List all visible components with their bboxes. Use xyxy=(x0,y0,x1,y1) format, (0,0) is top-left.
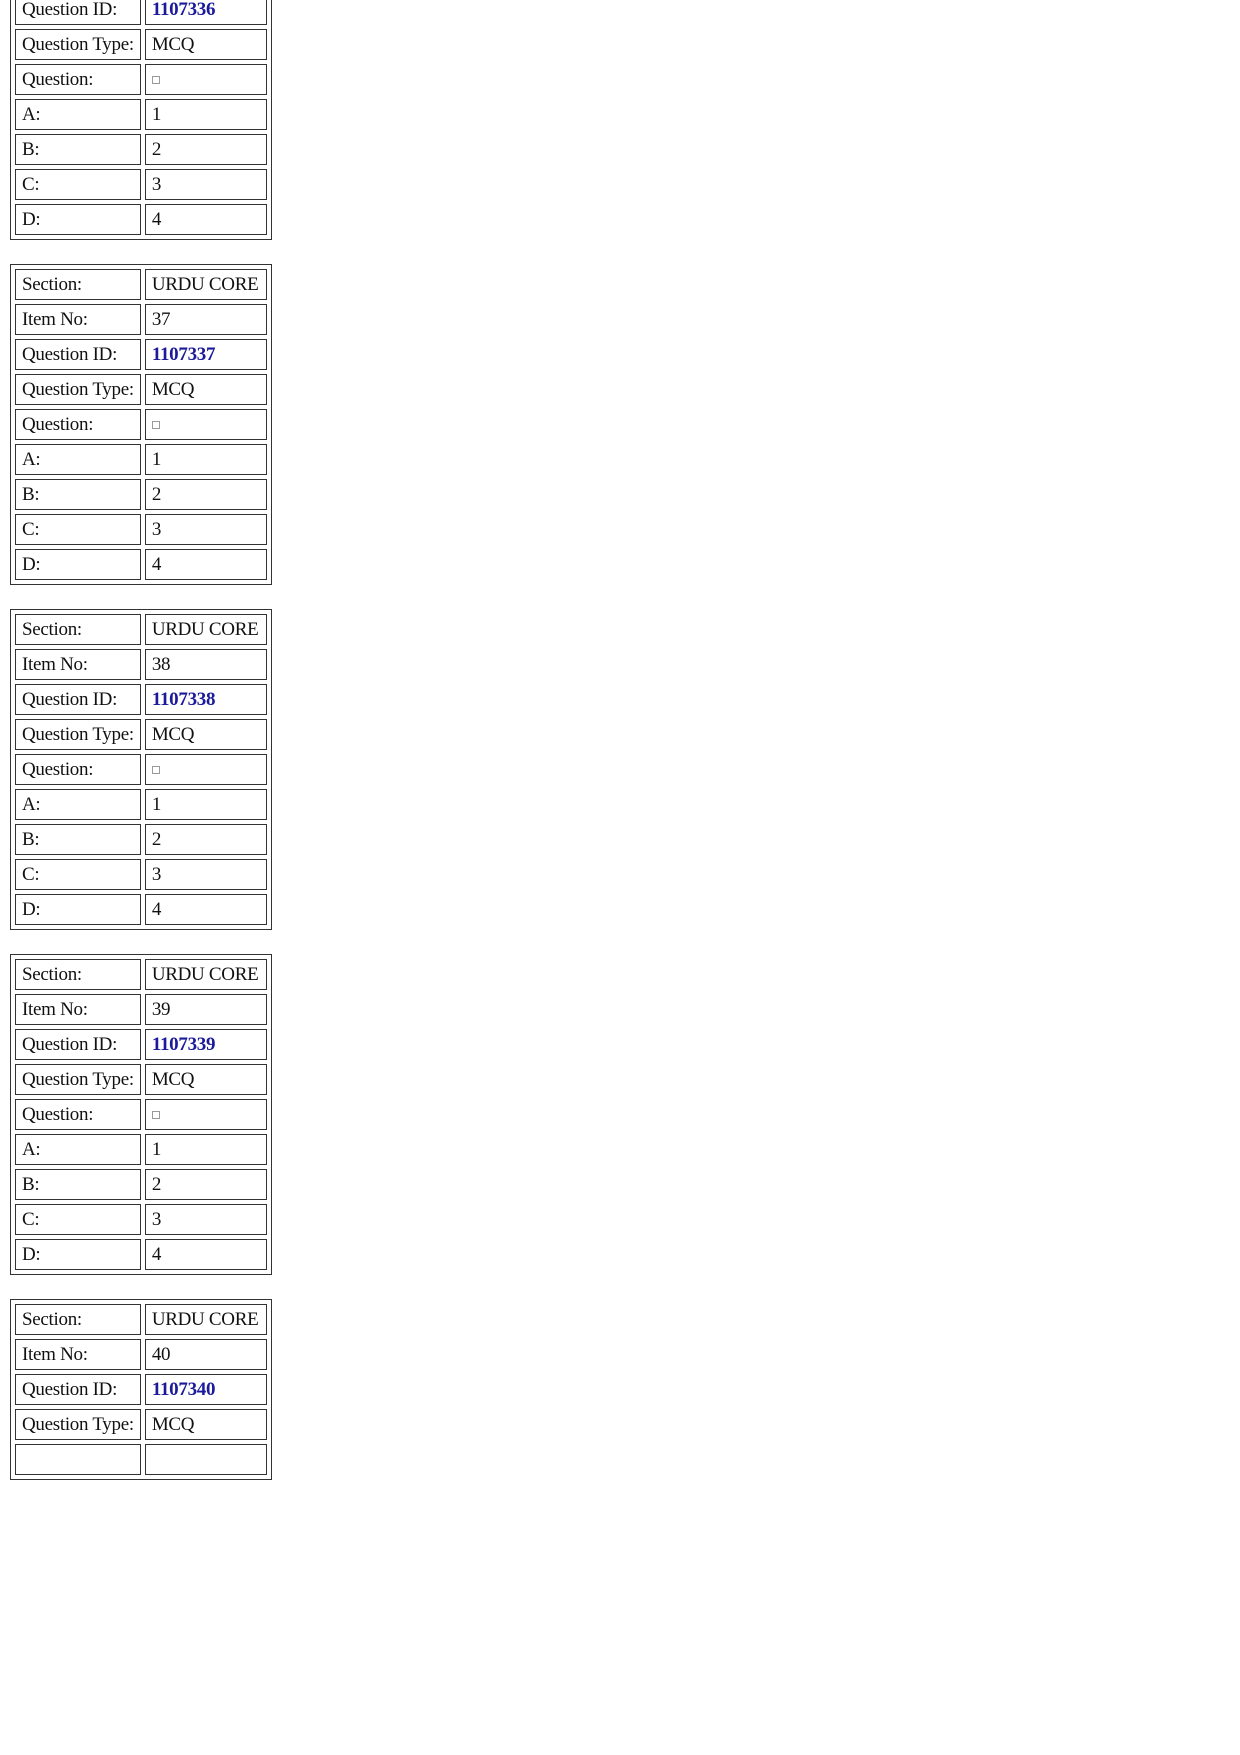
question-value xyxy=(145,64,267,95)
option-a-value: 1 xyxy=(145,99,267,130)
option-a-value: 1 xyxy=(145,789,267,820)
question-value xyxy=(145,754,267,785)
question-label: Question: xyxy=(15,64,141,95)
row-question-id xyxy=(15,684,267,715)
question-id-label: Question ID: xyxy=(15,339,141,370)
row-question-id xyxy=(15,1029,267,1060)
question-id-link[interactable]: 1107340 xyxy=(151,1378,216,1400)
option-a-value: 1 xyxy=(145,1134,267,1165)
option-b-value: 2 xyxy=(145,1169,267,1200)
row-option-c xyxy=(15,1204,267,1235)
row-question xyxy=(15,754,267,785)
question-type-value: MCQ xyxy=(145,1409,267,1440)
row-option-d xyxy=(15,204,267,235)
option-c-label: C: xyxy=(15,169,141,200)
question-id-link[interactable]: 1107336 xyxy=(151,0,216,20)
option-d-label: D: xyxy=(15,204,141,235)
row-option-a xyxy=(15,1134,267,1165)
option-c-value: 3 xyxy=(145,859,267,890)
option-b-label: B: xyxy=(15,479,141,510)
question-value xyxy=(145,409,267,440)
question-type-value: MCQ xyxy=(145,719,267,750)
question-id-link[interactable]: 1107339 xyxy=(151,1033,216,1055)
option-d-label: D: xyxy=(15,1239,141,1270)
question-table-1107340 xyxy=(10,1299,272,1480)
question-id-value xyxy=(145,1029,267,1060)
question-id-link[interactable]: 1107337 xyxy=(151,343,216,365)
section-value: URDU CORE xyxy=(145,614,267,645)
missing-glyph-icon xyxy=(152,1111,160,1119)
question-label-cut xyxy=(15,1444,141,1475)
missing-glyph-icon xyxy=(152,76,160,84)
option-d-value: 4 xyxy=(145,894,267,925)
missing-glyph-icon xyxy=(152,421,160,429)
missing-glyph-icon xyxy=(152,766,160,774)
row-option-d xyxy=(15,549,267,580)
question-type-label: Question Type: xyxy=(15,29,141,60)
row-item-no xyxy=(15,1339,267,1370)
option-a-label: A: xyxy=(15,99,141,130)
option-a-label: A: xyxy=(15,789,141,820)
section-value: URDU CORE xyxy=(145,1304,267,1335)
question-list xyxy=(10,0,272,1504)
row-question-type xyxy=(15,719,267,750)
item-no-value: 38 xyxy=(145,649,267,680)
question-type-value: MCQ xyxy=(145,29,267,60)
option-c-value: 3 xyxy=(145,169,267,200)
option-d-value: 4 xyxy=(145,204,267,235)
row-option-b xyxy=(15,134,267,165)
option-c-label: C: xyxy=(15,514,141,545)
row-question-type xyxy=(15,374,267,405)
row-section xyxy=(15,614,267,645)
row-section xyxy=(15,1304,267,1335)
item-no-label: Item No: xyxy=(15,649,141,680)
row-item-no xyxy=(15,304,267,335)
item-no-label: Item No: xyxy=(15,1339,141,1370)
question-id-link[interactable]: 1107338 xyxy=(151,688,216,710)
question-id-value xyxy=(145,684,267,715)
option-a-label: A: xyxy=(15,444,141,475)
row-question xyxy=(15,409,267,440)
row-question xyxy=(15,64,267,95)
option-d-value: 4 xyxy=(145,549,267,580)
option-c-label: C: xyxy=(15,859,141,890)
question-type-value: MCQ xyxy=(145,1064,267,1095)
option-b-value: 2 xyxy=(145,134,267,165)
question-type-value: MCQ xyxy=(145,374,267,405)
row-option-c xyxy=(15,169,267,200)
row-question xyxy=(15,1444,267,1475)
option-d-value: 4 xyxy=(145,1239,267,1270)
row-option-a xyxy=(15,99,267,130)
question-id-label: Question ID: xyxy=(15,684,141,715)
row-option-d xyxy=(15,1239,267,1270)
row-question-type xyxy=(15,1064,267,1095)
question-label: Question: xyxy=(15,754,141,785)
question-label: Question: xyxy=(15,409,141,440)
option-b-value: 2 xyxy=(145,824,267,855)
question-type-label: Question Type: xyxy=(15,1409,141,1440)
section-value: URDU CORE xyxy=(145,959,267,990)
option-a-label: A: xyxy=(15,1134,141,1165)
row-question-type xyxy=(15,29,267,60)
question-id-value xyxy=(145,339,267,370)
question-table-1107337 xyxy=(10,264,272,585)
option-b-label: B: xyxy=(15,824,141,855)
question-id-value xyxy=(145,0,267,25)
question-value-cut xyxy=(145,1444,267,1475)
question-type-label: Question Type: xyxy=(15,374,141,405)
option-a-value: 1 xyxy=(145,444,267,475)
row-section xyxy=(15,959,267,990)
option-d-label: D: xyxy=(15,894,141,925)
row-question-id xyxy=(15,0,267,25)
row-option-a xyxy=(15,444,267,475)
option-b-value: 2 xyxy=(145,479,267,510)
question-table-1107339 xyxy=(10,954,272,1275)
row-item-no xyxy=(15,994,267,1025)
item-no-value: 40 xyxy=(145,1339,267,1370)
row-question-id xyxy=(15,1374,267,1405)
section-label: Section: xyxy=(15,1304,141,1335)
option-d-label: D: xyxy=(15,549,141,580)
row-question-type xyxy=(15,1409,267,1440)
section-value: URDU CORE xyxy=(145,269,267,300)
item-no-value: 39 xyxy=(145,994,267,1025)
row-question-id xyxy=(15,339,267,370)
question-id-label: Question ID: xyxy=(15,1374,141,1405)
row-question xyxy=(15,1099,267,1130)
question-value xyxy=(145,1099,267,1130)
question-table-1107338 xyxy=(10,609,272,930)
row-option-c xyxy=(15,859,267,890)
question-id-label: Question ID: xyxy=(15,1029,141,1060)
row-option-a xyxy=(15,789,267,820)
question-table-1107336 xyxy=(10,0,272,240)
row-option-d xyxy=(15,894,267,925)
section-label: Section: xyxy=(15,614,141,645)
row-option-b xyxy=(15,479,267,510)
section-label: Section: xyxy=(15,269,141,300)
option-b-label: B: xyxy=(15,134,141,165)
question-id-value xyxy=(145,1374,267,1405)
question-label: Question: xyxy=(15,1099,141,1130)
option-b-label: B: xyxy=(15,1169,141,1200)
item-no-label: Item No: xyxy=(15,304,141,335)
row-option-b xyxy=(15,1169,267,1200)
row-option-c xyxy=(15,514,267,545)
question-type-label: Question Type: xyxy=(15,719,141,750)
question-id-label: Question ID: xyxy=(15,0,141,25)
option-c-label: C: xyxy=(15,1204,141,1235)
option-c-value: 3 xyxy=(145,1204,267,1235)
question-type-label: Question Type: xyxy=(15,1064,141,1095)
row-section xyxy=(15,269,267,300)
section-label: Section: xyxy=(15,959,141,990)
item-no-label: Item No: xyxy=(15,994,141,1025)
row-item-no xyxy=(15,649,267,680)
row-option-b xyxy=(15,824,267,855)
option-c-value: 3 xyxy=(145,514,267,545)
item-no-value: 37 xyxy=(145,304,267,335)
